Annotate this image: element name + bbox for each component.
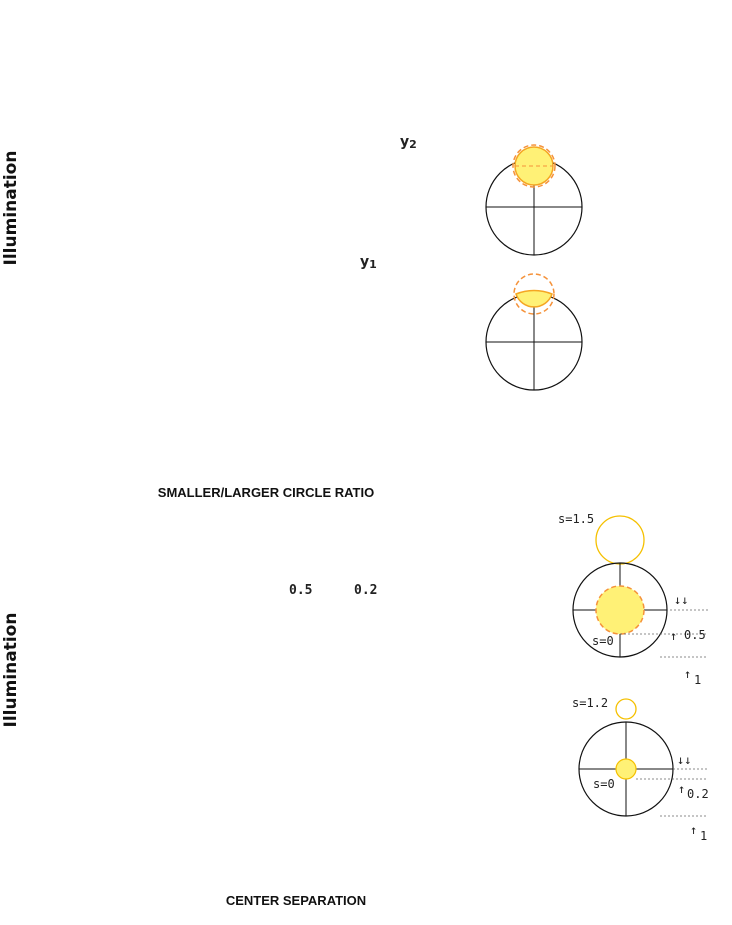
series-label-y2: y2 (400, 134, 417, 151)
ratio-label: 0.5 (684, 628, 706, 642)
bottom-chart-x-axis-title: CENTER SEPARATION (225, 893, 367, 908)
top-chart-y-axis-title: Illumination (1, 150, 21, 266)
one-label: 1 (700, 829, 708, 843)
up-arrow-icon: ↑ (690, 823, 698, 837)
top-diagram-2 (486, 274, 582, 390)
centered-disk (596, 586, 644, 634)
one-label: 1 (694, 673, 702, 687)
curve-label-0.2: 0.2 (354, 583, 378, 598)
series-label-y2-sub: 2 (409, 138, 417, 151)
down-arrow-icon: ↓↓ (674, 593, 689, 607)
small-circle-separated (616, 699, 636, 719)
top-chart (1, 134, 417, 500)
ratio-label: 0.2 (687, 787, 709, 801)
bottom-chart (1, 583, 377, 908)
series-label-y1-sub: 1 (369, 258, 377, 271)
bottom-chart-y-axis-title: Illumination (1, 612, 21, 728)
up-arrow-icon: ↑ (678, 782, 686, 796)
centered-disk (616, 759, 636, 779)
top-chart-x-axis-title: SMALLER/LARGER CIRCLE RATIO (157, 485, 375, 500)
s-label-zero: s=0 (592, 634, 614, 648)
down-arrow-icon: ↓↓ (677, 753, 692, 767)
s-label-zero: s=0 (593, 777, 615, 791)
small-circle-separated (596, 516, 644, 564)
bottom-diagram-1 (558, 512, 708, 687)
series-label-y1: y1 (360, 254, 377, 271)
illuminated-disk (515, 147, 553, 185)
up-arrow-icon: ↑ (670, 629, 678, 643)
illuminated-segment (516, 290, 552, 306)
top-diagram-1 (486, 145, 582, 255)
up-arrow-icon: ↑ (684, 667, 692, 681)
curve-label-0.5: 0.5 (289, 583, 313, 598)
bottom-diagram-2 (572, 696, 709, 843)
s-label-top: s=1.5 (558, 512, 595, 526)
s-label-top: s=1.2 (572, 696, 609, 710)
